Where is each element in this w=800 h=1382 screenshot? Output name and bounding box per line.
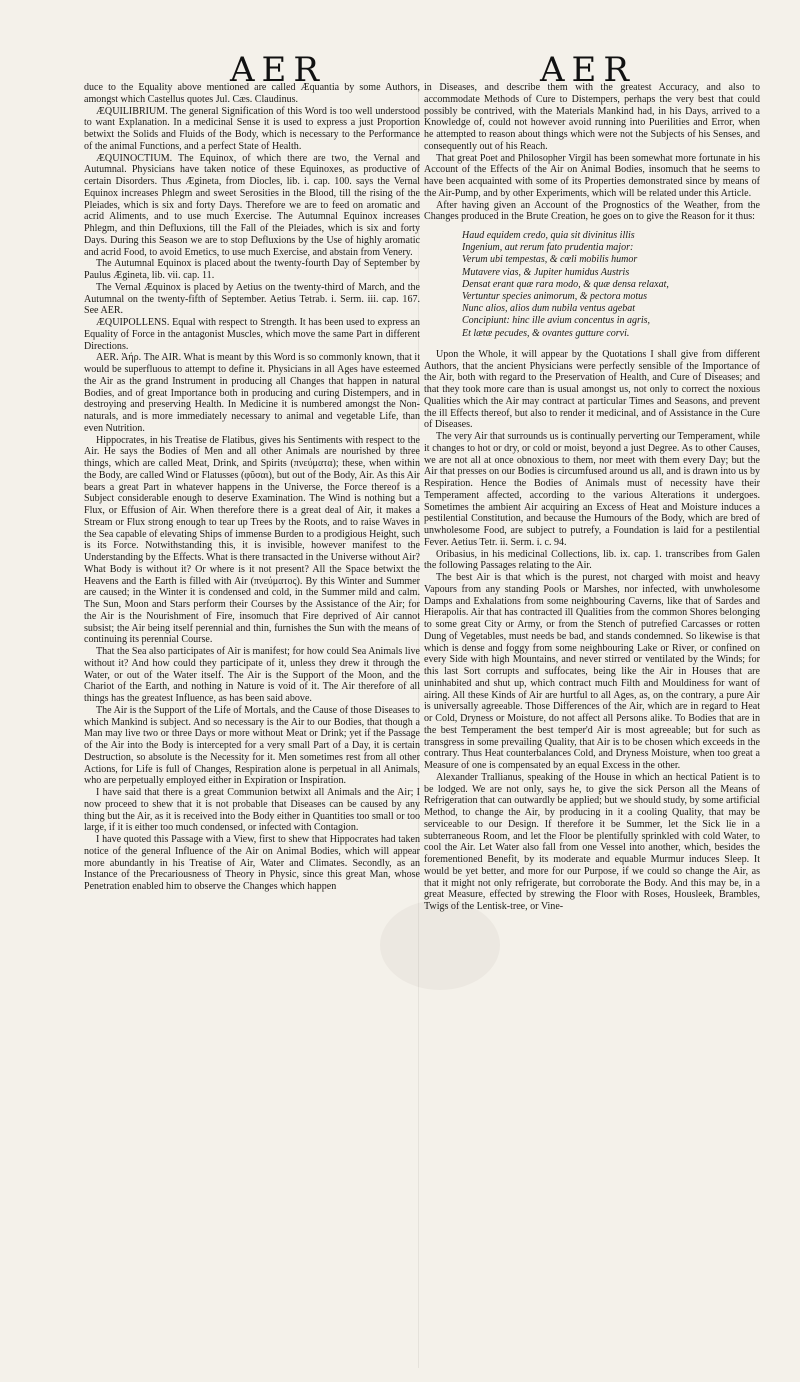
paragraph: After having given an Account of the Prognostics of the Weather, from the Changes produced in the Brute Creation, he goes on to give the Reason for it thus: <box>424 199 760 223</box>
paragraph: ÆQUILIBRIUM. The general Signification of this Word is too well understood to want Explanation. In a medicinal Sense it is used to express a just Proportion betwixt the Solids and Fluids of the Body, which is necessary to the Performance of the animal Functions, and a perfect State of Health. <box>84 105 420 152</box>
paragraph: I have quoted this Passage with a View, first to shew that Hippocrates had taken notice of the general Influence of the Air on Animal Bodies, which will appear more abundantly in his Treatise of Air, Water and Climates. Secondly, as an Instance of the Precariousness of Theory in Physic, since this great Man, whose Penetration enabled him to observe the Changes which happen <box>84 834 420 892</box>
paragraph: Oribasius, in his medicinal Collections, lib. ix. cap. 1. transcribes from Galen the following Passages relating to the Air. <box>424 548 760 572</box>
right-column-top-text <box>424 82 760 223</box>
verse-line: Densat erant quæ rara modo, & quæ densa relaxat, <box>462 278 669 290</box>
left-column <box>84 82 420 893</box>
paragraph: That great Poet and Philosopher Virgil has been somewhat more fortunate in his Account of the Effects of the Air on Animal Bodies, insomuch that he seems to have been acquainted with some of its Properties demonstrated since by means of the Air-Pump, and by other Experiments, which will be related under this Article. <box>424 152 760 199</box>
paragraph: The best Air is that which is the purest, not charged with moist and heavy Vapours from any standing Pools or Marshes, nor infected, with unwholesome Damps and Exhalations from some neighbouring Caverns, like that of Sardes and Hierapolis. Air that has contracted ill Qualities from the common Shores belonging to some great City or Army, or from the Stench of putrefied Carcasses or rotten Dung of Vegetables, must needs be bad, and stands condemned. So likewise is that which is dense and foggy from some neighbouring Lake or River, or confined on every Side with high Mountains, and never stirred or ventilated by the Winds; for this last Sort corrupts and suffocates, being like the Air in Houses that are uninhabited and shut up, which contract much Filth and Mouldiness for want of airing. All these Kinds of Air are hurtful to all Ages, as, on the contrary, a pure Air is universally agreeable. Those Differences of the Air, which are in regard to Heat or Cold, Dryness or Moisture, do not affect all Persons alike. To Bodies that are in the best Temperament the best temper'd Air is most agreeable; but for such as transgress in some prevailing Quality, that Air is to be chosen which exceeds in the contrary. Thus Heat counterbalances Cold, and Dryness Moisture, when too great a Measure of one is compensated by an equal Excess in the other. <box>424 572 760 772</box>
paragraph: The very Air that surrounds us is continually perverting our Temperament, while it changes to hot or dry, or cold or moist, beyond a just Degree. As to other Causes, we are not all at once obnoxious to them, nor meet with them every Day; but the Air that presses on our Bodies is circumfused around us all, and is drawn into us by Respiration. Hence the Bodies of Animals must of necessity have their Temperament affected, according to the various Alterations it undergoes. Sometimes the ambient Air acquiring an Excess of Heat and Moisture induces a pestilential Constitution, and because the Humours of the Body, which are bred of unwholesome Food, are subject to putrefy, a Foundation is laid for a pestilential Fever. Aetius Tetr. ii. Serm. i. c. 94. <box>424 431 760 548</box>
paragraph: AER. Ἀήρ. The AIR. What is meant by this Word is so commonly known, that it would be superfluous to attempt to define it. Physicians in all Ages have esteemed the Air as the grand Instrument in producing all Changes that happen in natural Bodies, and of great Importance both in producing and curing Distempers, and in destroying and preserving Health. In Medicine it is numbered amongst the Non-naturals, and is more immediately necessary to animal and vegetable Life, than even Nutrition. <box>84 352 420 434</box>
verse-line: Nunc alios, alios dum nubila ventus agebat <box>462 303 636 315</box>
paragraph: The Vernal Æquinox is placed by Aetius on the twenty-third of March, and the Autumnal on the twenty-fifth of September. Aetius Tetrab. i. Serm. iii. cap. 167. See AER. <box>84 281 420 317</box>
verse-line: Mutavere vias, & Jupiter humidus Austris <box>462 266 630 278</box>
paragraph: ÆQUINOCTIUM. The Equinox, of which there are two, the Vernal and Autumnal. Physicians have taken notice of these Equinoxes, as productive of certain Disorders. Thus Ægineta, from Diocles, lib. i. cap. 100. says the Vernal Equinox increases Phlegm and sweet Serosities in the Blood, till the rising of the Pleiades, which is six and forty Days. Therefore we are to feed on aromatic and acrid Aliments, and to use much Exercise. The Autumnal Equinox increases Phlegm, and thin Defluxions, till the Fall of the Pleiades, which is six and forty Days. During this Season we are to stop Defluxions by the Use of highly aromatic and acrid Food, to avoid Emetics, to use much Exercise, and abstain from Venery. <box>84 152 420 258</box>
running-head-right: AER <box>540 50 636 90</box>
paragraph: I have said that there is a great Communion betwixt all Animals and the Air; I now proceed to shew that it is not probable that Diseases can be caused by any thing but the Air, as it is received into the Body either in Quantities too small or too large, if it is either too much condensed, or infected with Contagion. <box>84 787 420 834</box>
paragraph: duce to the Equality above mentioned are called Æquantia by some Authors, amongst which Castellus quotes Jul. Cæs. Claudinus. <box>84 82 420 105</box>
verse-line: Concipiunt: hinc ille avium concentus in agris, <box>462 315 651 327</box>
paragraph: Upon the Whole, it will appear by the Quotations I shall give from different Authors, that the ancient Physicians were perfectly sensible of the Importance of the Air, both with regard to the Preservation of Health, and Cure of Diseases; and that they took more care than is usual amongst us, not only to correct the noxious Qualities which the Air may contract at particular Times and Seasons, and prevent the ill Effects thereof, but also to render it medicinal, and of Assistance in the Cure of Diseases. <box>424 348 760 431</box>
paragraph: Hippocrates, in his Treatise de Flatibus, gives his Sentiments with respect to the Air. He says the Bodies of Men and all other Animals are nourished by three things, which are called Meat, Drink, and Spirits (πνεύματα); these, when within the Body, are called Wind or Flatusses (φῦσαι), but out of the Body, Air. As this Air bears a great Part in whatever happens in the Universe, the Force thereof is a Subject considerable enough to deserve Examination. The Wind is nothing but a Flux, or Effusion of Air. When therefore there is a great deal of Air, it makes a Stream or Flux strong enough to tear up Trees by the Roots, and to raise Waves in the Sea capable of elevating Ships of immense Burden to a prodigious Height, such is its Force. Notwithstanding this, it is invisible, however manifest to the Understanding by the Effects. What is there transacted in the Universe without Air? What Body is without it? Or where is it not present? All the Space betwixt the Heavens and the Earth is filled with Air (πνεύματος). By this Winter and Summer are caused; in the Winter it is condensed and cold, in the Summer mild and calm. The Sun, Moon and Stars perform their Courses by the Assistance of the Air; for the Air is the Nourishment of Fire, insomuch that Fire deprived of Air cannot subsist; the Air being itself perennial and thin, furnishes the Sun with the means of continuing its perennial Course. <box>84 434 420 646</box>
verse-line: Ingenium, aut rerum fato prudentia major: <box>462 242 634 254</box>
verse-line: Vertuntur species animorum, & pectora motus <box>462 291 647 303</box>
paragraph: Alexander Trallianus, speaking of the House in which an hectical Patient is to be lodged. We are not only, says he, to give the sick Person all the Means of Refrigeration that can outwardly be applied; but we should study, by some artificial Method, to change the Air, by producing in it a cooling Quality, that may be serviceable to our Design. If therefore it be Summer, let the Sick lie in a subterraneous Room, and let the Floor be plentifully sprinkled with cold Water, to cool the Air. Let Water also fall from one Vessel into another, which, besides the forementioned Benefit, by its moderate and equable Murmur induces Sleep. It would be yet better, and more for our Purpose, if we could so change the Air, as that it might not only refrigerate, but corroborate the Body. And this may be, in a great Measure, effected by strewing the Floor with Roses, Housleek, Brambles, Twigs of the Lentisk-tree, or Vine- <box>424 771 760 913</box>
virgil-verse <box>462 230 760 340</box>
running-head-left: AER <box>230 50 326 90</box>
paragraph: The Air is the Support of the Life of Mortals, and the Cause of those Diseases to which Mankind is subject. And so necessary is the Air to our Bodies, that though a Man may live two or three Days or more without Meat or Drink; yet if the Passage of the Air into the Body is intercepted for a very small Part of a Day, it is certain Destruction, so absolute is the Necessity for it. Men sometimes rest from all other Actions, for Life is full of Changes, Respiration alone is perpetual in all Animals, who are perpetually employed either in Expiration or Inspiration. <box>84 704 420 787</box>
verse-line: Et lætæ pecudes, & ovantes gutture corvi. <box>462 327 630 339</box>
paragraph: The Autumnal Equinox is placed about the twenty-fourth Day of September by Paulus Ægineta, lib. vii. cap. 11. <box>84 258 420 281</box>
right-column-bottom-text <box>424 349 760 913</box>
paragraph: in Diseases, and describe them with the greatest Accuracy, and also to accommodate Methods of Cure to Distempers, perhaps the very best that could possibly be contrived, with the Materials Mankind had, in his Days, arrived to a Knowledge of, could not however avoid running into Puerilities and Error, when he attempted to reason about things which were not the Subjects of his Senses, and consequently out of his Reach. <box>424 82 760 152</box>
paragraph: ÆQUIPOLLENS. Equal with respect to Strength. It has been used to express an Equality of Force in the antagonist Muscles, which move the same Part in different Directions. <box>84 317 420 352</box>
right-column <box>424 82 760 913</box>
verse-line: Verum ubi tempestas, & cœli mobilis humor <box>462 254 638 266</box>
paragraph: That the Sea also participates of Air is manifest; for how could Sea Animals live without it? And how could they participate of it, unless they drew it through the Water, or out of the Water itself. The Air is the Support of the Moon, and the Chariot of the Earth, and nothing in Nature is void of it. The Air therefore of all things has the greatest Influence, as has been said above. <box>84 646 420 704</box>
verse-line: Haud equidem credo, quia sit divinitus illis <box>462 230 635 241</box>
page-stain <box>380 900 500 990</box>
